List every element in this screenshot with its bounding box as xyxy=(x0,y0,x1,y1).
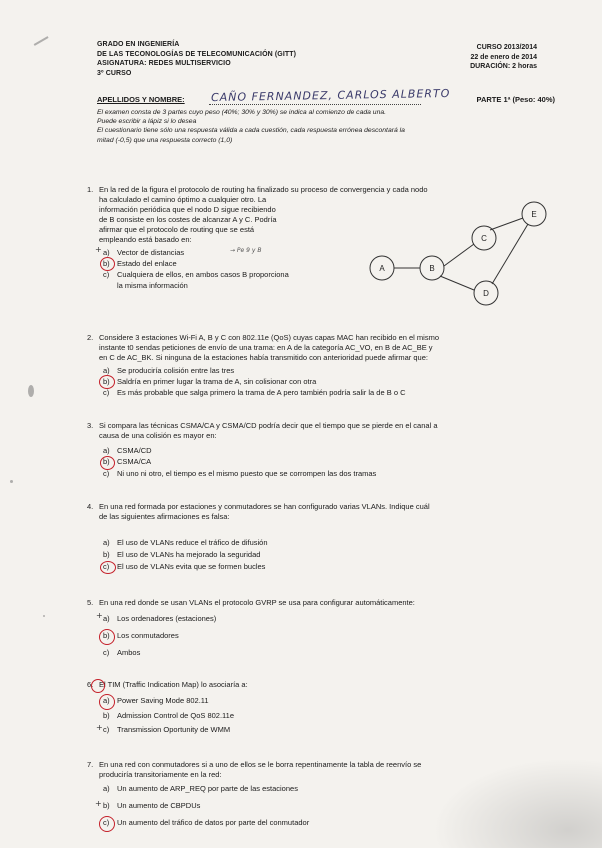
option-text: El uso de VLANs ha mejorado la seguridad xyxy=(117,550,261,559)
option-text: Un aumento del tráfico de datos por parte del conmutador xyxy=(117,818,310,827)
option-letter: b) xyxy=(103,801,110,810)
option-letter: c) xyxy=(103,469,110,478)
name-label: APELLIDOS Y NOMBRE: xyxy=(97,95,185,104)
option-letter: a) xyxy=(103,614,110,623)
option-letter: c) xyxy=(103,270,110,279)
option-1c-cont xyxy=(117,281,188,291)
option-letter: b) xyxy=(103,377,110,386)
cross-mark-icon: + xyxy=(95,245,102,254)
option-text: El uso de VLANs reduce el tráfico de difusión xyxy=(117,538,268,547)
exam-duration: DURACIÓN: 2 horas xyxy=(470,63,537,70)
option-letter: a) xyxy=(103,248,110,257)
header-right xyxy=(470,43,537,72)
option-letter: c) xyxy=(103,562,110,571)
answer-circle xyxy=(99,375,115,389)
question-line: El TIM (Traffic Indication Map) lo asociaría a: xyxy=(99,680,248,689)
link-d-e xyxy=(492,224,528,284)
part-weight: PARTE 1ª (Peso: 40%) xyxy=(476,95,555,104)
option-text: Los conmutadores xyxy=(117,631,179,640)
answer-circle xyxy=(99,694,115,710)
option-letter: a) xyxy=(103,784,110,793)
question-line: En una red con conmutadores si a uno de ellos se le borra repentinamente la tabla de reenvío se xyxy=(99,760,422,769)
option-text: CSMA/CD xyxy=(117,446,152,455)
name-underline xyxy=(209,104,421,105)
option-text: Transmission Oportunity de WMM xyxy=(117,725,231,734)
instruction-line: El examen consta de 3 partes cuyo peso (40%; 30% y 30%) se indica al comienzo de cada una. xyxy=(97,109,387,116)
option-6b[interactable] xyxy=(103,711,234,721)
option-text: Admission Control de QoS 802.11e xyxy=(117,711,235,720)
option-text: Saldría en primer lugar la trama de A, sin colisionar con otra xyxy=(117,377,317,386)
question-line: Considere 3 estaciones Wi-Fi A, B y C con 802.11e (QoS) cuyas capas MAC han recibido en el mismo xyxy=(99,333,440,342)
option-letter: b) xyxy=(103,550,110,559)
node-label: E xyxy=(531,210,537,219)
instructions xyxy=(97,108,567,145)
option-text: Ambos xyxy=(117,648,141,657)
option-text: Es más probable que salga primero la trama de A pero también podría salir la de B o C xyxy=(117,388,406,397)
option-2c[interactable] xyxy=(103,388,406,398)
scan-speck xyxy=(10,480,13,483)
option-5c[interactable] xyxy=(103,648,140,658)
course-year: CURSO 2013/2014 xyxy=(476,44,537,51)
option-letter: a) xyxy=(103,696,110,705)
cross-mark-icon: + xyxy=(96,611,103,620)
exam-date: 22 de enero de 2014 xyxy=(470,53,537,61)
scan-speck xyxy=(43,615,45,617)
option-text: Power Saving Mode 802.11 xyxy=(117,696,209,705)
question-line: información periódica que el nodo D sigue recibiendo xyxy=(99,205,276,214)
option-letter: b) xyxy=(103,259,110,268)
question-line: en C de AC_BK. Si ninguna de la estaciones había transmitido con anterioridad puede afirmar que: xyxy=(99,353,428,362)
answer-circle xyxy=(99,816,115,832)
handwritten-note: → Pe 9 y B xyxy=(230,247,262,254)
header-line: GRADO EN INGENIERÍA xyxy=(97,41,180,48)
option-1c[interactable] xyxy=(103,270,289,280)
option-4a[interactable] xyxy=(103,538,268,548)
option-text: Un aumento de CBPDUs xyxy=(117,801,201,810)
pen-mark xyxy=(34,36,49,45)
option-6a[interactable] xyxy=(103,696,209,706)
question-number: 1. xyxy=(87,185,94,194)
option-5a[interactable] xyxy=(103,614,216,624)
answer-circle xyxy=(91,679,105,693)
question-line: empleando está basado en: xyxy=(99,235,192,244)
question-line: instante t0 sendas peticiones de envío de una trama: en A de la categoría AC_VO, en B de AC_BE y xyxy=(99,343,433,352)
answer-circle xyxy=(100,456,115,470)
handwritten-name: CAÑO FERNANDEZ, CARLOS ALBERTO xyxy=(210,86,451,105)
header-line: ASIGNATURA: REDES MULTISERVICIO xyxy=(97,60,231,67)
question-line: produciría transitoriamente en la red: xyxy=(99,770,222,779)
option-letter: a) xyxy=(103,446,110,455)
question-number: 4. xyxy=(87,502,94,511)
answer-circle xyxy=(99,629,115,645)
option-text: Se produciría colisión entre las tres xyxy=(117,366,235,375)
header-line: DE LAS TECONOLOGÍAS DE TELECOMUNICACIÓN (GITT) xyxy=(97,50,297,58)
option-text: Ni uno ni otro, el tiempo es el mismo puesto que se corrompen las dos tramas xyxy=(117,469,377,478)
option-letter: c) xyxy=(103,388,110,397)
question-text xyxy=(99,421,579,441)
option-1a[interactable] xyxy=(103,248,184,258)
link-b-c xyxy=(444,244,474,266)
option-letter: b) xyxy=(103,711,110,720)
node-label: D xyxy=(483,289,489,298)
scan-speck xyxy=(28,385,34,397)
answer-circle xyxy=(100,561,116,574)
option-4c[interactable] xyxy=(103,562,265,572)
question-number: 2. xyxy=(87,333,94,342)
question-line: En una red donde se usan VLANs el protocolo GVRP se usa para configurar automáticamente: xyxy=(99,598,415,607)
answer-circle xyxy=(100,257,115,271)
network-diagram xyxy=(360,200,560,310)
question-number: 6. xyxy=(87,680,94,689)
option-letter: c) xyxy=(103,648,110,657)
option-text: Los ordenadores (estaciones) xyxy=(117,614,217,623)
question-line: Si compara las técnicas CSMA/CA y CSMA/CD podría decir que el tiempo que se pierde en el canal a xyxy=(99,421,438,430)
question-line: En una red formada por estaciones y conmutadores se han configurado varias VLANs. Indique cuál xyxy=(99,502,430,511)
question-line: de B consiste en los costes de alcanzar A y C. Podría xyxy=(99,215,277,224)
option-4b[interactable] xyxy=(103,550,260,560)
link-c-e xyxy=(490,218,523,230)
option-text: Cualquiera de ellos, en ambos casos B proporciona xyxy=(117,270,289,279)
option-7a[interactable] xyxy=(103,784,298,794)
option-letter: a) xyxy=(103,538,110,547)
question-line: afirmar que el protocolo de routing que se está xyxy=(99,225,255,234)
option-text: Estado del enlace xyxy=(117,259,177,268)
question-line: causa de una colisión es mayor en: xyxy=(99,431,217,440)
option-letter: b) xyxy=(103,457,110,466)
node-label: C xyxy=(481,234,487,243)
option-letter: c) xyxy=(103,818,110,827)
option-6c[interactable] xyxy=(103,725,230,735)
question-number: 5. xyxy=(87,598,94,607)
header-line: 3º CURSO xyxy=(97,69,132,77)
question-text xyxy=(99,333,579,363)
instruction-line: El cuestionario tiene sólo una respuesta válida a cada cuestión, cada respuesta errónea descontará la xyxy=(97,127,405,135)
option-text: Un aumento de ARP_REQ por parte de las estaciones xyxy=(117,784,298,793)
question-text xyxy=(99,680,579,690)
question-text xyxy=(99,502,579,522)
question-line: de las siguientes afirmaciones es falsa: xyxy=(99,512,230,521)
header-left xyxy=(97,40,296,78)
option-2a[interactable] xyxy=(103,366,234,376)
cross-mark-icon: + xyxy=(96,723,103,732)
option-letter: c) xyxy=(103,725,110,734)
question-text xyxy=(99,760,579,780)
node-label: B xyxy=(429,264,435,273)
option-2b[interactable] xyxy=(103,377,316,387)
instruction-line: mitad (-0,5) que una respuesta correcto (1,0) xyxy=(97,136,233,144)
option-7c[interactable] xyxy=(103,818,309,828)
option-3c[interactable] xyxy=(103,469,376,479)
option-text: la misma información xyxy=(117,281,188,290)
option-text: CSMA/CA xyxy=(117,457,152,466)
option-text: El uso de VLANs evita que se formen bucles xyxy=(117,562,266,571)
option-3a[interactable] xyxy=(103,446,152,456)
question-line: En la red de la figura el protocolo de routing ha finalizado su proceso de convergencia y cada nodo xyxy=(99,185,428,194)
link-b-d xyxy=(440,276,474,290)
question-line: ha calculado el camino óptimo a cualquier otro. La xyxy=(99,195,267,204)
question-text xyxy=(99,598,579,608)
option-letter: a) xyxy=(103,366,110,375)
node-label: A xyxy=(379,264,385,273)
instruction-line: Puede escribir a lápiz si lo desea xyxy=(97,118,197,126)
question-number: 7. xyxy=(87,760,94,769)
option-text: Vector de distancias xyxy=(117,248,185,257)
name-row xyxy=(97,86,577,109)
option-letter: b) xyxy=(103,631,110,640)
question-number: 3. xyxy=(87,421,94,430)
cross-mark-icon: + xyxy=(95,799,102,808)
option-7b[interactable] xyxy=(103,801,200,811)
